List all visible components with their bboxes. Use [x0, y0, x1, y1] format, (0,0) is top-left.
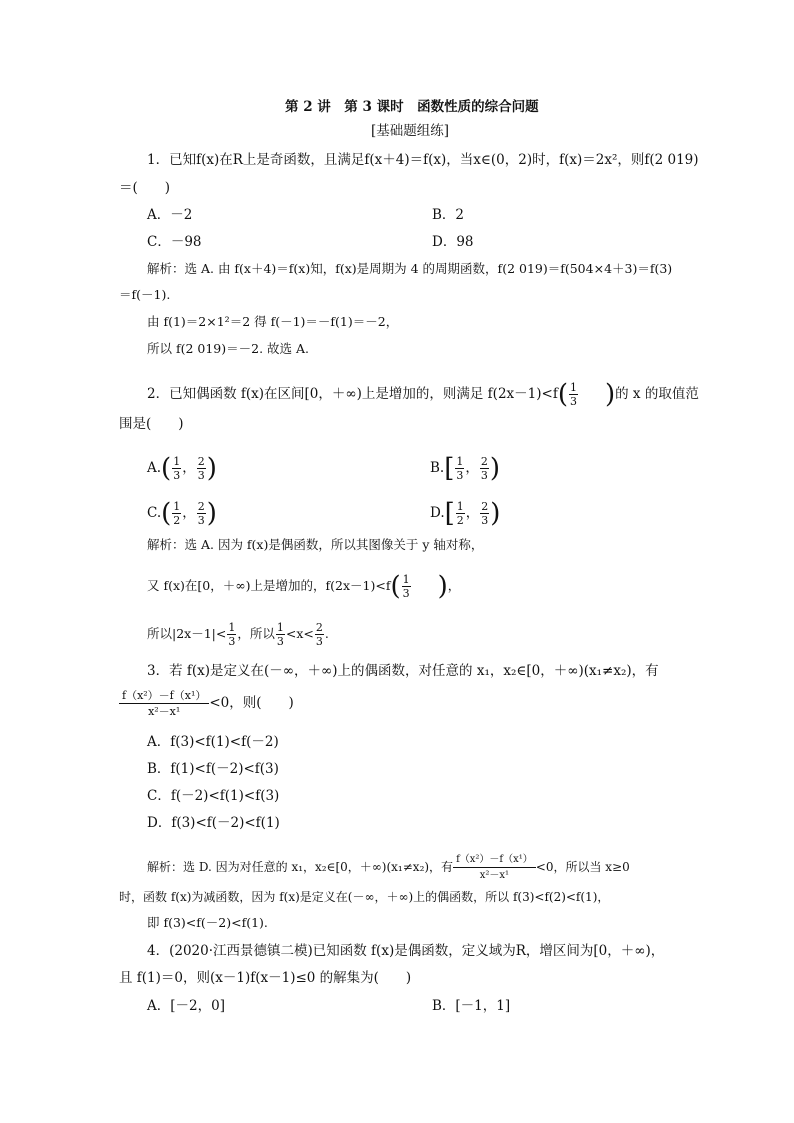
q2-option-b: B.[ $\frac{1}{3}$ ， $\frac{2}{3}$ ) [430, 453, 501, 484]
q3-solution-line3: 即 f(3)<f(－2)<f(1). [147, 915, 268, 930]
q2-option-c: C.( $\frac{1}{2}$ ， $\frac{2}{3}$ ) [147, 498, 217, 529]
q1-solution-line2: ＝f(－1). [119, 287, 171, 302]
q2-stem: 2．已知偶函数 f(x)在区间[0，＋∞)上是增加的，则满足 f(2x－1)<f( $\frac{1}{3}$ )的 x 的取值范 [147, 379, 699, 410]
q2-solution-line2: 又 f(x)在[0，＋∞)上是增加的，f(2x－1)<f( $\frac{1}{3}$ )， [147, 571, 461, 602]
q2-option-d: D.[ $\frac{1}{2}$ ， $\frac{2}{3}$ ) [430, 498, 501, 529]
q2-fraction: $\frac{1}{3}$ [569, 381, 577, 408]
q3-solution-line2: 时，函数 f(x)为减函数，因为 f(x)是定义在(－∞，＋∞)上的偶函数，所以 f(3)<f(2)<f(1)， [119, 890, 610, 904]
q4-option-a: A．[－2，0] [147, 998, 225, 1014]
page-title: 第 2 讲 第 3 课时 函数性质的综合问题 [285, 99, 539, 115]
page-subtitle: [基础题组练] [371, 123, 450, 139]
q3-inequality: $\frac{\text{f（x²）－f（x¹）}}{\text{x²－x¹}}$ <0，则( ) [119, 688, 294, 719]
q2-solution-line3: 所以|2x－1|< $\frac{1}{3}$ ，所以 $\frac{1}{3}$ <x< $\frac{2}{3}$ . [147, 621, 329, 648]
q1-option-d: D．98 [432, 234, 474, 250]
q3-option-c: C．f(－2)<f(1)<f(3) [147, 788, 280, 804]
q1-option-a: A．－2 [147, 207, 193, 223]
q1-solution-line3: 由 f(1)＝2×1²＝2 得 f(－1)＝－f(1)＝－2， [147, 314, 399, 329]
q4-stem-cont: 且 f(1)＝0，则(x－1)f(x－1)≤0 的解集为( ) [119, 970, 412, 986]
q1-stem: 1．已知f(x)在R上是奇函数，且满足f(x＋4)＝f(x)，当x∈(0，2)时，f(x)＝2x²，则f(2 019) [147, 152, 699, 168]
q1-solution-line1: 解析：选 A. 由 f(x＋4)＝f(x)知，f(x)是周期为 4 的周期函数，f(2 019)＝f(504×4＋3)＝f(3) [147, 261, 673, 276]
q4-option-b: B．[－1，1] [432, 998, 511, 1014]
q3-stem: 3．若 f(x)是定义在(－∞，＋∞)上的偶函数，对任意的 x₁，x₂∈[0，＋∞)(x₁≠x₂)，有 [147, 663, 659, 679]
q1-option-b: B．2 [432, 207, 465, 223]
q3-option-b: B．f(1)<f(－2)<f(3) [147, 761, 279, 777]
q3-option-d: D．f(3)<f(－2)<f(1) [147, 815, 280, 831]
q4-stem: 4．(2020·江西景德镇二模)已知函数 f(x)是偶函数，定义域为R，增区间为[0，＋∞)， [147, 943, 665, 959]
q2-solution-line1: 解析：选 A. 因为 f(x)是偶函数，所以其图像关于 y 轴对称， [147, 537, 484, 552]
q1-option-c: C．－98 [147, 234, 202, 250]
q3-option-a: A．f(3)<f(1)<f(－2) [147, 734, 279, 750]
q1-solution-line4: 所以 f(2 019)＝－2. 故选 A. [147, 341, 310, 356]
q1-stem-cont: ＝( ) [119, 180, 171, 196]
q2-stem-cont: 围是( ) [119, 416, 184, 432]
q3-solution-line1: 解析：选 D. 因为对任意的 x₁，x₂∈[0，＋∞)(x₁≠x₂)，有 $\frac{\text{f（x²）－f（x¹）}}{\text{x²－x¹}}$ <0，所以当 x≥0 [147, 854, 630, 881]
q2-option-a: A.( $\frac{1}{3}$ ， $\frac{2}{3}$ ) [147, 453, 217, 484]
